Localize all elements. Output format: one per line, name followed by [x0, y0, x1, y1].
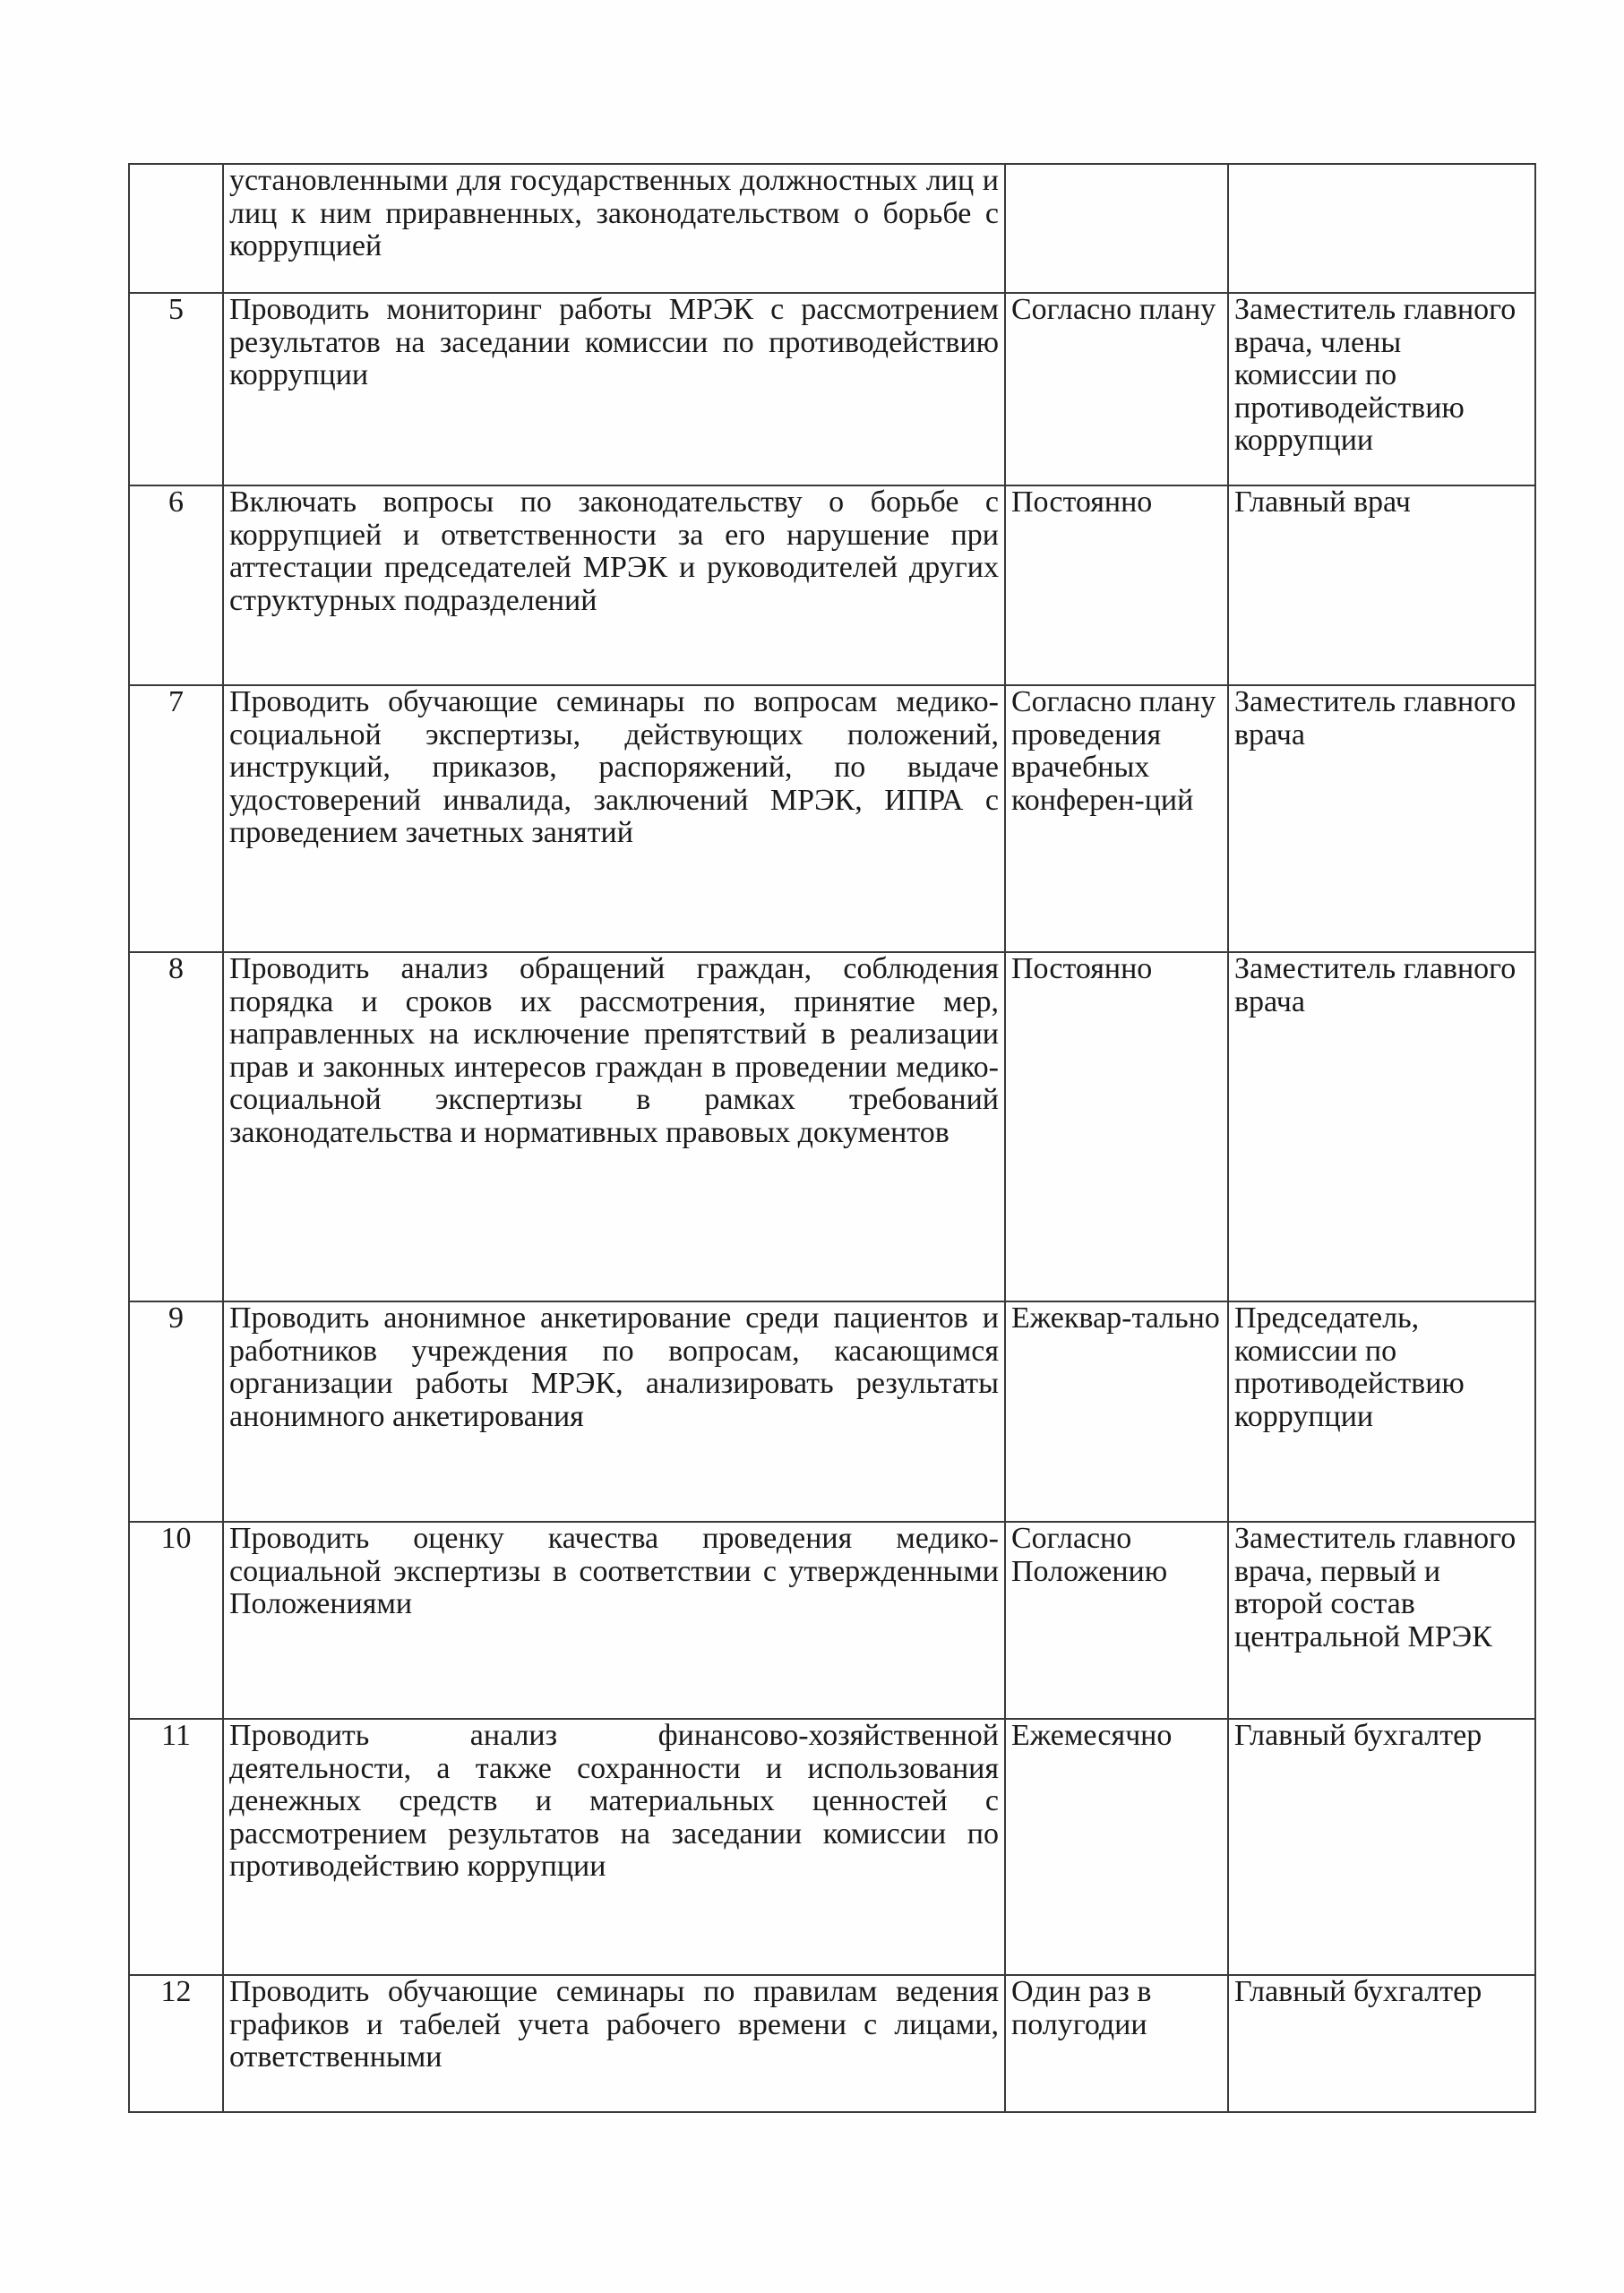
term-text: Один раз в полугодии [1005, 1975, 1228, 2112]
row-number [129, 164, 223, 293]
responsible-text: Заместитель главного врача, первый и второй состав центральной МРЭК [1228, 1522, 1535, 1719]
table-row [129, 1522, 1535, 1719]
responsible-text: Главный бухгалтер [1228, 1719, 1535, 1975]
table-row [129, 1301, 1535, 1522]
term-text: Согласно плану [1005, 293, 1228, 485]
measure-text: Проводить анализ финансово-хозяйственной деятельности, а также сохранности и использования денежных средств и материальных ценностей с рассмотрением результатов на заседании комиссии по противодействию коррупции [223, 1719, 1005, 1975]
term-text: Постоянно [1005, 485, 1228, 685]
measure-text: Проводить оценку качества проведения медико-социальной экспертизы в соответствии с утвержденными Положениями [223, 1522, 1005, 1719]
row-number: 11 [129, 1719, 223, 1975]
responsible-text: Заместитель главного врача, члены комиссии по противодействию коррупции [1228, 293, 1535, 485]
table-row [129, 293, 1535, 485]
responsible-text: Председатель, комиссии по противодействию коррупции [1228, 1301, 1535, 1522]
table-row [129, 1975, 1535, 2112]
term-text [1005, 164, 1228, 293]
term-text: Согласно плану проведения врачебных конферен-ций [1005, 685, 1228, 952]
term-text: Постоянно [1005, 952, 1228, 1301]
measure-text: Включать вопросы по законодательству о борьбе с коррупцией и ответственности за его нарушение при аттестации председателей МРЭК и руководителей других структурных подразделений [223, 485, 1005, 685]
row-number: 6 [129, 485, 223, 685]
row-number: 12 [129, 1975, 223, 2112]
measure-text: Проводить мониторинг работы МРЭК с рассмотрением результатов на заседании комиссии по противодействию коррупции [223, 293, 1005, 485]
measure-text: Проводить анонимное анкетирование среди пациентов и работников учреждения по вопросам, касающимся организации работы МРЭК, анализировать результаты анонимного анкетирования [223, 1301, 1005, 1522]
anticorruption-plan-table [128, 163, 1536, 2113]
term-text: Ежеквар-тально [1005, 1301, 1228, 1522]
measure-text: Проводить обучающие семинары по вопросам медико-социальной экспертизы, действующих положений, инструкций, приказов, распоряжений, по выдаче удостоверений инвалида, заключений МРЭК, ИПРА с проведением зачетных занятий [223, 685, 1005, 952]
table-row [129, 164, 1535, 293]
row-number: 9 [129, 1301, 223, 1522]
table-row [129, 685, 1535, 952]
row-number: 5 [129, 293, 223, 485]
term-text: Ежемесячно [1005, 1719, 1228, 1975]
measure-text: Проводить анализ обращений граждан, соблюдения порядка и сроков их рассмотрения, принятие мер, направленных на исключение препятствий в реализации прав и законных интересов граждан в проведении медико-социальной экспертизы в рамках требований законодательства и нормативных правовых документов [223, 952, 1005, 1301]
measure-text: Проводить обучающие семинары по правилам ведения графиков и табелей учета рабочего времени с лицами, ответственными [223, 1975, 1005, 2112]
responsible-text: Заместитель главного врача [1228, 952, 1535, 1301]
row-number: 7 [129, 685, 223, 952]
term-text: Согласно Положению [1005, 1522, 1228, 1719]
table-row [129, 1719, 1535, 1975]
responsible-text: Главный врач [1228, 485, 1535, 685]
measure-text: установленными для государственных должностных лиц и лиц к ним приравненных, законодательством о борьбе с коррупцией [223, 164, 1005, 293]
table-row [129, 952, 1535, 1301]
table-row [129, 485, 1535, 685]
responsible-text: Главный бухгалтер [1228, 1975, 1535, 2112]
responsible-text: Заместитель главного врача [1228, 685, 1535, 952]
row-number: 8 [129, 952, 223, 1301]
responsible-text [1228, 164, 1535, 293]
row-number: 10 [129, 1522, 223, 1719]
